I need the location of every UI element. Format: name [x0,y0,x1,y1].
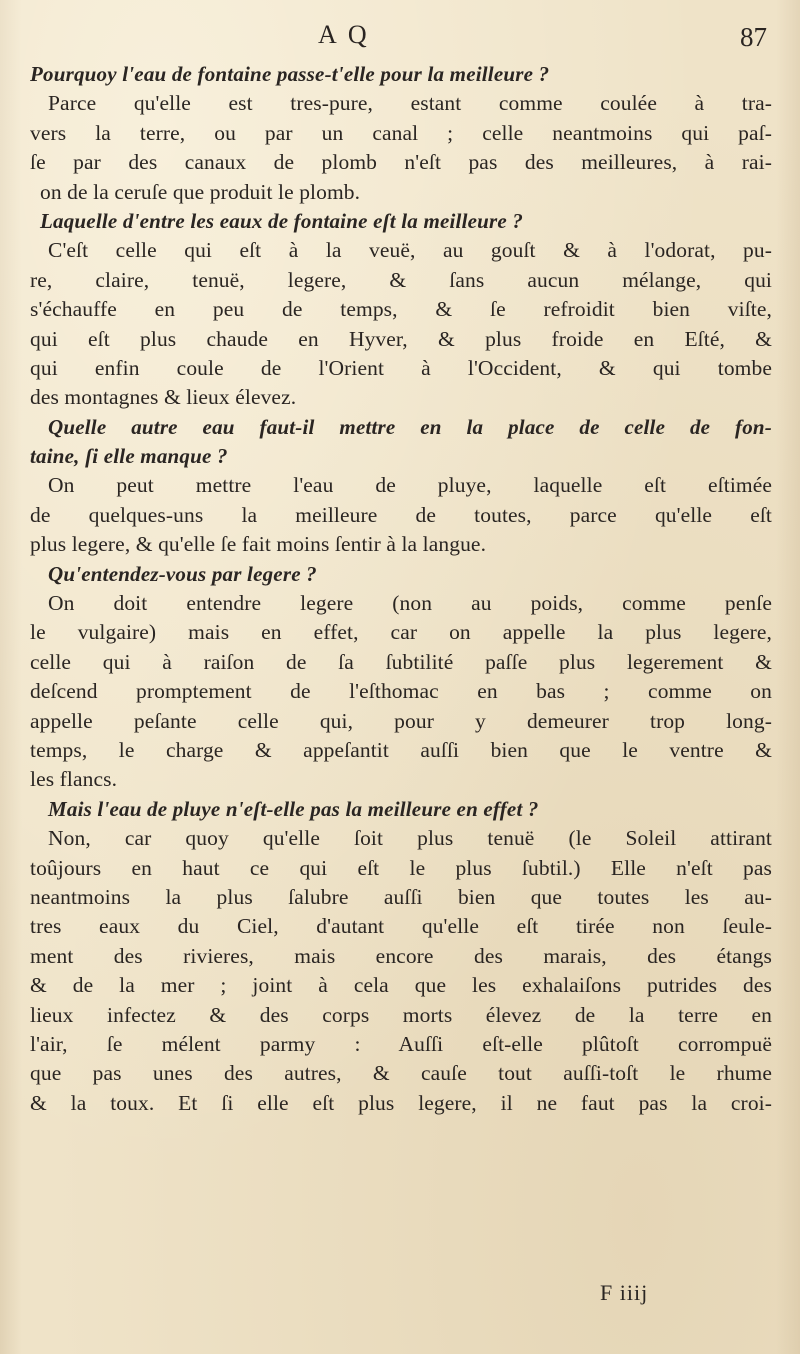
text-line: vers la terre, ou par un canal ; celle neantmoins qui paſ- [30,120,772,145]
page-number: 87 [740,22,767,52]
question-line: Laquelle d'entre les eaux de fontaine eſt la meilleure ? [40,208,524,233]
question-line: Quelle autre eau faut-il mettre en la place de celle de fon- [48,414,772,439]
text-line: on de la ceruſe que produit le plomb. [40,179,361,204]
text-line: temps, le charge & appeſantit auſſi bien que le ventre & [30,737,772,762]
catchword: F iiij [600,1280,649,1305]
text-line: le vulgaire) mais en effet, car on appelle la plus legere, [30,620,772,645]
text-line: qui enfin coule de l'Orient à l'Occident, & qui tombe [30,355,772,380]
text-line: s'échauffe en peu de temps, & ſe refroidit bien viſte, [30,297,772,322]
question-line: Qu'entendez-vous par legere ? [48,561,317,586]
text-line: que pas unes des autres, & cauſe tout auſſi-toſt le rhume [30,1061,772,1086]
text-line: l'air, ſe mélent parmy : Auſſi eſt-elle plûtoſt corrompuë [30,1031,772,1056]
text-line: deſcend promptement de l'eſthomac en bas ; comme on [30,679,772,704]
text-line: ſe par des canaux de plomb n'eſt pas des meilleures, à rai- [30,150,772,175]
text-line: ment des rivieres, mais encore des marais, des étangs [30,943,772,968]
text-line: plus legere, & qu'elle ſe fait moins ſentir à la langue. [30,532,487,557]
text-line: & de la mer ; joint à cela que les exhalaiſons putrides des [30,973,772,998]
text-line: Parce qu'elle est tres-pure, estant comme coulée à tra- [48,91,772,116]
text-line: Non, car quoy qu'elle ſoit plus tenuë (le Soleil attirant [48,826,772,851]
text-line: des montagnes & lieux élevez. [30,385,297,410]
text-line: tres eaux du Ciel, d'autant qu'elle eſt tirée non ſeule- [30,914,772,939]
text-line: qui eſt plus chaude en Hyver, & plus froide en Eſté, & [30,326,772,351]
text-line: toûjours en haut ce qui eſt le plus ſubtil.) Elle n'eſt pas [30,855,772,880]
text-line: les flancs. [30,767,118,792]
question-line: taine, ſi elle manque ? [30,444,228,469]
question-line: Mais l'eau de pluye n'eſt-elle pas la meilleure en effet ? [48,796,539,821]
text-line: neantmoins la plus ſalubre auſſi bien que toutes les au- [30,884,772,909]
question-line: Pourquoy l'eau de fontaine passe-t'elle pour la meilleure ? [30,62,550,86]
text-line: On peut mettre l'eau de pluye, laquelle eſt eſtimée [48,473,772,498]
text-line: & la toux. Et ſi elle eſt plus legere, il ne faut pas la croi- [30,1090,772,1115]
text-line: appelle peſante celle qui, pour y demeurer trop long- [30,708,772,733]
text-line: On doit entendre legere (non au poids, comme penſe [48,591,772,616]
text-line: C'eſt celle qui eſt à la veuë, au gouſt & à l'odorat, pu- [48,238,772,263]
signature-mark: A Q [318,20,370,49]
body-text [30,60,772,1118]
page-header [0,20,800,60]
text-line: lieux infectez & des corps morts élevez de la terre en [30,1002,772,1027]
text-line: re, claire, tenuë, legere, & ſans aucun mélange, qui [30,267,772,292]
text-line: celle qui à raiſon de ſa ſubtilité paſſe plus legerement & [30,649,772,674]
text-line: de quelques-uns la meilleure de toutes, parce qu'elle eſt [30,502,772,527]
